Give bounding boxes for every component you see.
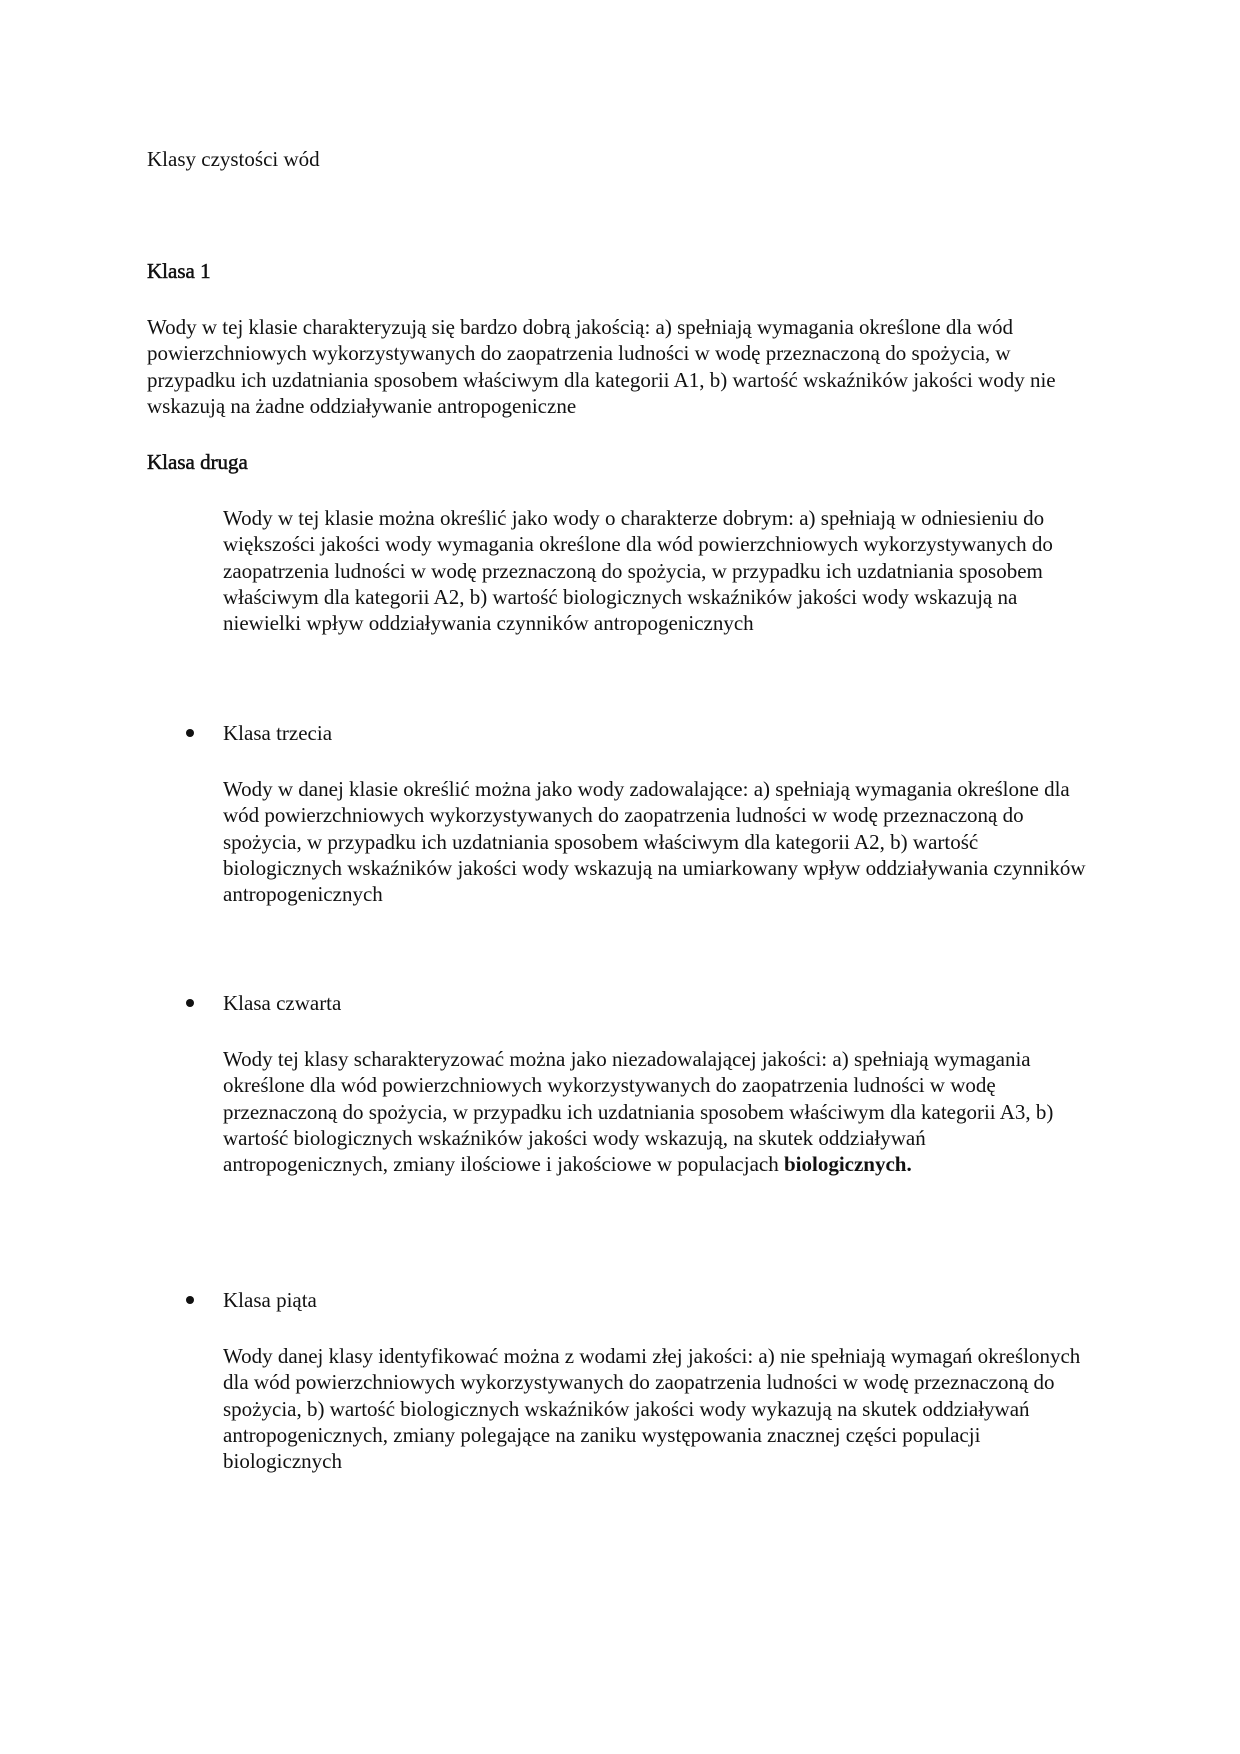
bullet-icon bbox=[186, 999, 194, 1007]
section-heading-klasa-piata: Klasa piąta bbox=[223, 1288, 317, 1312]
section-text-klasa-czwarta-body: Wody tej klasy scharakteryzować można jako niezadowalającej jakości: a) spełniają wymagania określone dla wód powierzchniowych wykorzystywanych do zaopatrzenia ludności w wodę przeznaczoną do spożycia, w przypadku ich uzdatniania sposobem właściwym dla kategorii A3, b) wartość biologicznych wskaźników jakości wody wskazują, na skutek oddziaływań antropogenicznych, zmiany ilościowe i jakościowe w populacjach bbox=[223, 1047, 1054, 1177]
section-text-klasa-czwarta bbox=[223, 1046, 1093, 1177]
document-title: Klasy czystości wód bbox=[147, 147, 320, 171]
section-text-klasa-czwarta-tail: biologicznych. bbox=[783, 1152, 912, 1177]
section-heading-klasa-1: Klasa 1 bbox=[147, 259, 211, 283]
bullet-icon bbox=[186, 1296, 194, 1304]
section-heading-klasa-czwarta: Klasa czwarta bbox=[223, 991, 342, 1015]
section-text-klasa-trzecia: Wody w danej klasie określić można jako wody zadowalające: a) spełniają wymagania określone dla wód powierzchniowych wykorzystywanych do zaopatrzenia ludności w wodę przeznaczoną do spożycia, w przypadku ich uzdatniania sposobem właściwym dla kategorii A2, b) wartość biologicznych wskaźników jakości wody wskazują na umiarkowany wpływ oddziaływania czynników antropogenicznych bbox=[223, 777, 1086, 907]
section-text-klasa-1: Wody w tej klasie charakteryzują się bardzo dobrą jakością: a) spełniają wymagania określone dla wód powierzchniowych wykorzystywanych do zaopatrzenia ludności w wodę przeznaczoną do spożycia, w przypadku ich uzdatniania sposobem właściwym dla kategorii A1, b) wartość wskaźników jakości wody nie wskazują na żadne oddziaływanie antropogeniczne bbox=[147, 315, 1056, 418]
section-text-klasa-piata: Wody danej klasy identyfikować można z wodami złej jakości: a) nie spełniają wymagań określonych dla wód powierzchniowych wykorzystywanych do zaopatrzenia ludności w wodę przeznaczoną do spożycia, b) wartość biologicznych wskaźników jakości wody wykazują na skutek oddziaływań antropogenicznych, zmiany polegające na zaniku występowania znacznej części populacji biologicznych bbox=[223, 1344, 1081, 1474]
section-heading-klasa-trzecia: Klasa trzecia bbox=[223, 721, 333, 745]
section-text-klasa-druga: Wody w tej klasie można określić jako wody o charakterze dobrym: a) spełniają w odniesieniu do większości jakości wody wymagania określone dla wód powierzchniowych wykorzystywanych do zaopatrzenia ludności w wodę przeznaczoną do spożycia, w przypadku ich uzdatniania sposobem właściwym dla kategorii A2, b) wartość biologicznych wskaźników jakości wody wskazują na niewielki wpływ oddziaływania czynników antropogenicznych bbox=[223, 506, 1053, 636]
bullet-icon bbox=[186, 729, 194, 737]
section-heading-klasa-druga: Klasa druga bbox=[147, 450, 248, 474]
